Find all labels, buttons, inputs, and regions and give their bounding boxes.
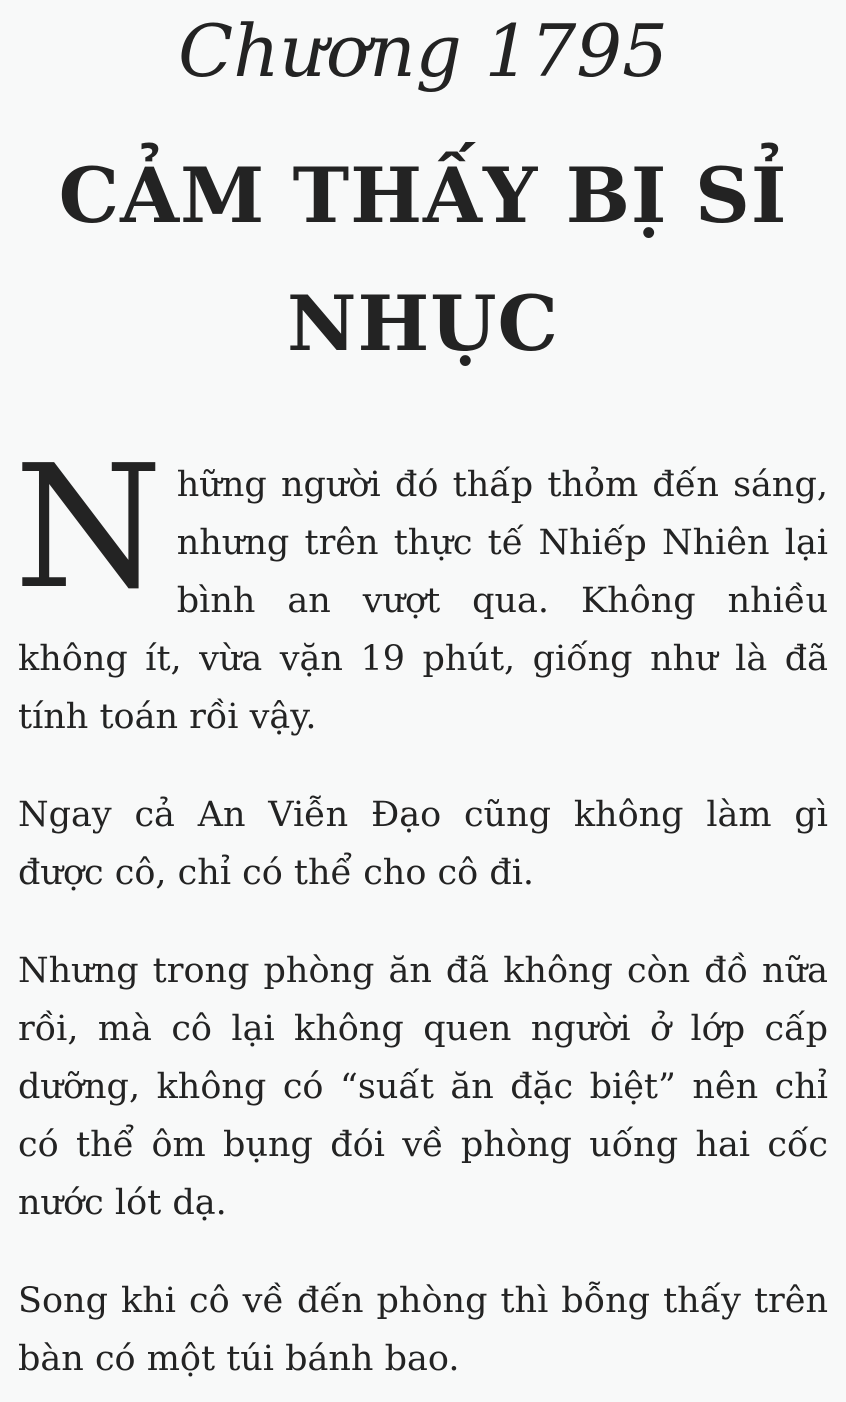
chapter-content [14, 429, 828, 1388]
chapter-number: Chương 1795 [178, 9, 668, 93]
paragraph-2: Ngay cả An Viễn Đạo cũng không làm gì được cô, chỉ có thể cho cô đi. [18, 795, 828, 893]
paragraph-4: Song khi cô về đến phòng thì bỗng thấy trên bàn có một túi bánh bao. [18, 1281, 828, 1379]
paragraph-1 [14, 429, 828, 746]
paragraph-3: Nhưng trong phòng ăn đã không còn đồ nữa rồi, mà cô lại không quen người ở lớp cấp dưỡng, không có “suất ăn đặc biệt” nên chỉ có thể ôm bụng đói về phòng uống hai cốc nước lót dạ. [18, 951, 828, 1223]
drop-cap: N [14, 429, 163, 627]
chapter-title: CẢM THẤY BỊ SỈ NHỤC [58, 151, 788, 368]
paragraph-text: hững người đó thấp thỏm đến sáng, nhưng trên thực tế Nhiếp Nhiên lại bình an vượt qua. Không nhiều không ít, vừa vặn 19 phút, giống như là đã tính toán rồi vậy. [18, 465, 828, 737]
